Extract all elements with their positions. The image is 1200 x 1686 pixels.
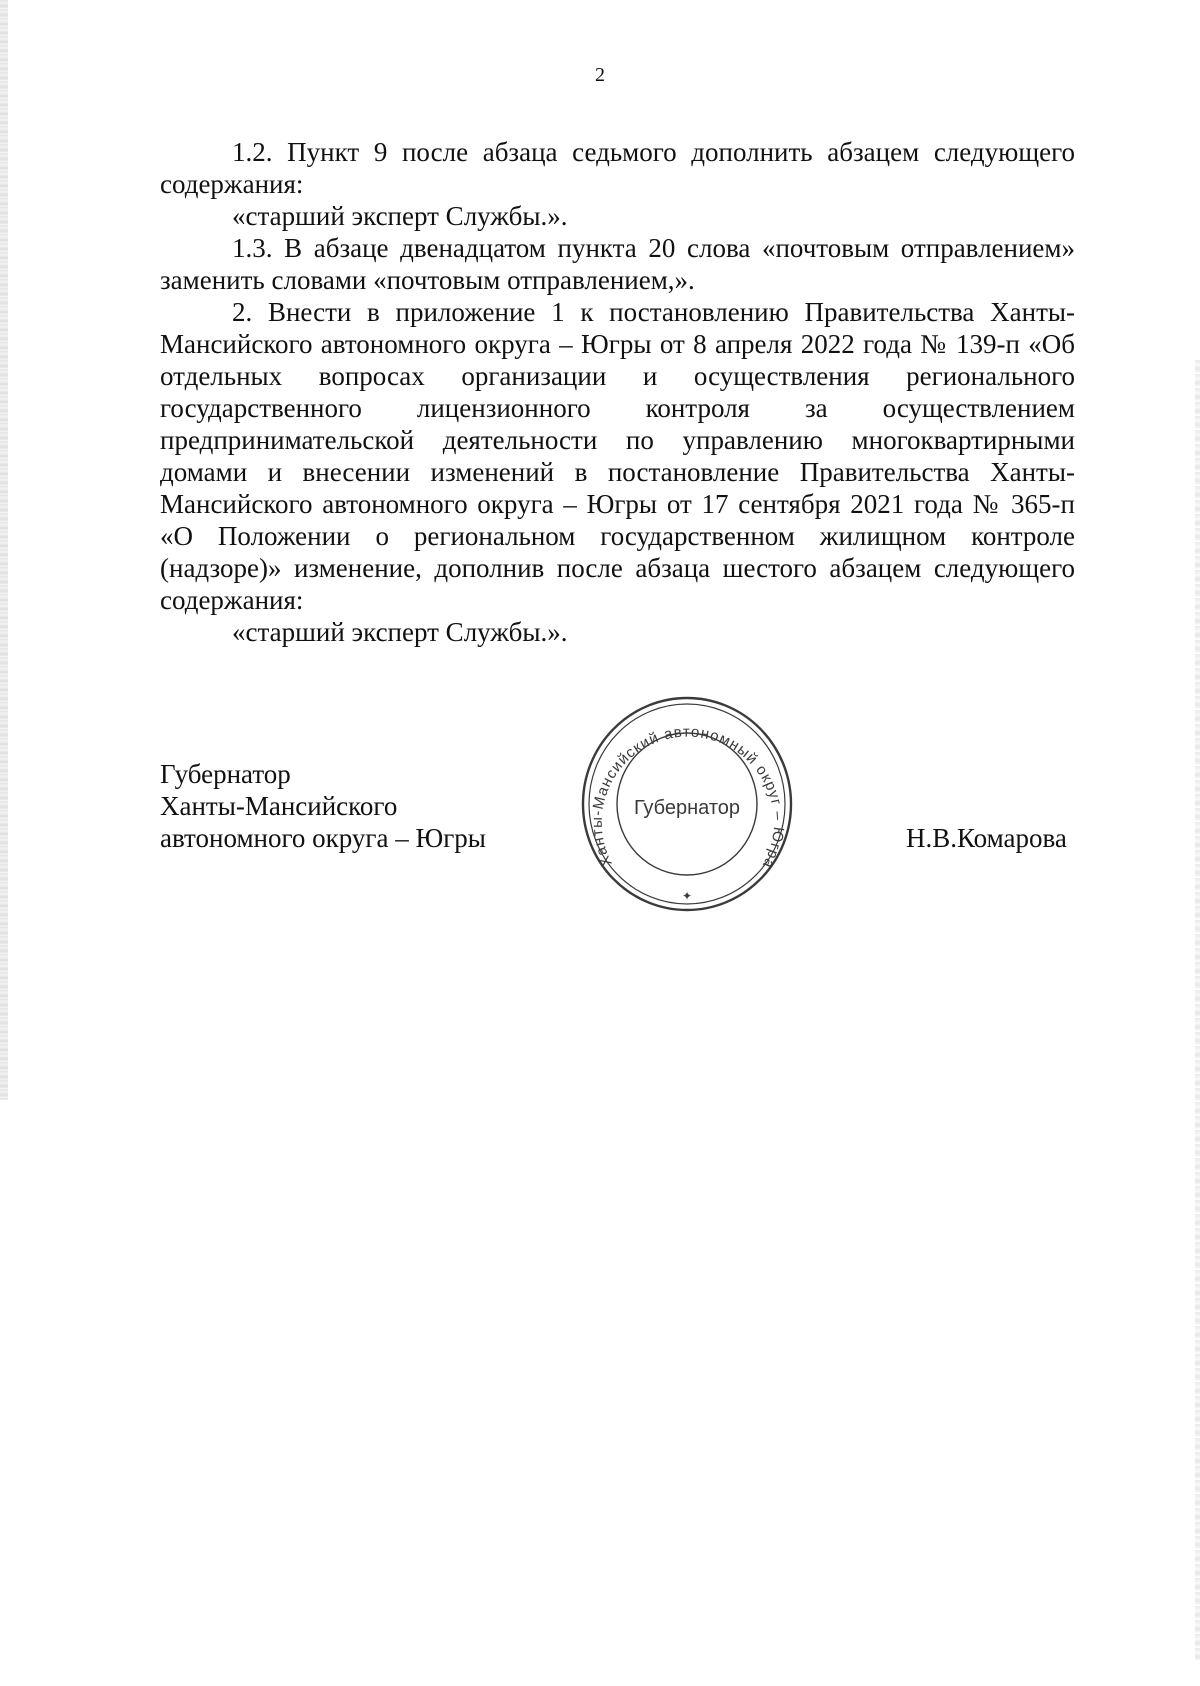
paragraph-2: 2. Внести в приложение 1 к постановлению Правительства Ханты-Мансийского автономного округа – Югры от 8 апреля 2022 года № 139-п «Об отдельных вопросах организации и осуществления регионального государственного лицензионного контроля за осуществлением предпринимательской деятельности по управлению многоквартирными домами и внесении изменений в постановление Правительства Ханты-Мансийского автономного округа – Югры от 17 сентября 2021 года № 365-п «О Положении о региональном государственном жилищном контроле (надзоре)» изменение, дополнив после абзаца шестого абзацем следующего содержания:: [160, 297, 1075, 615]
position-line-3: автономного округа – Югры: [160, 823, 486, 853]
scan-edge-left: [0, 0, 8, 1100]
signature-position: [160, 758, 486, 854]
page-number: 2: [595, 64, 605, 86]
seal-star-icon: ✦: [681, 889, 693, 903]
official-seal: [578, 690, 796, 914]
signer-name: Н.В.Комарова: [906, 823, 1067, 853]
paragraph-1-2: 1.2. Пункт 9 после абзаца седьмого дополнить абзацем следующего содержания:: [160, 137, 1075, 199]
seal-center-text: Губернатор: [633, 797, 741, 819]
paragraph-quote-1: «старший эксперт Службы.».: [232, 201, 568, 231]
seal-ring-text: Ханты-Мансийский автономный округ – Югра: [588, 723, 787, 872]
position-line-2: Ханты-Мансийского: [160, 791, 398, 821]
paragraph-1-3: 1.3. В абзаце двенадцатом пункта 20 слова «почтовым отправлением» заменить словами «почтовым отправлением,».: [160, 233, 1075, 295]
paragraph-quote-2: «старший эксперт Службы.».: [232, 617, 568, 647]
position-line-1: Губернатор: [160, 759, 291, 789]
document-body: [160, 136, 1075, 648]
scan-edge-right: [1195, 360, 1200, 1660]
